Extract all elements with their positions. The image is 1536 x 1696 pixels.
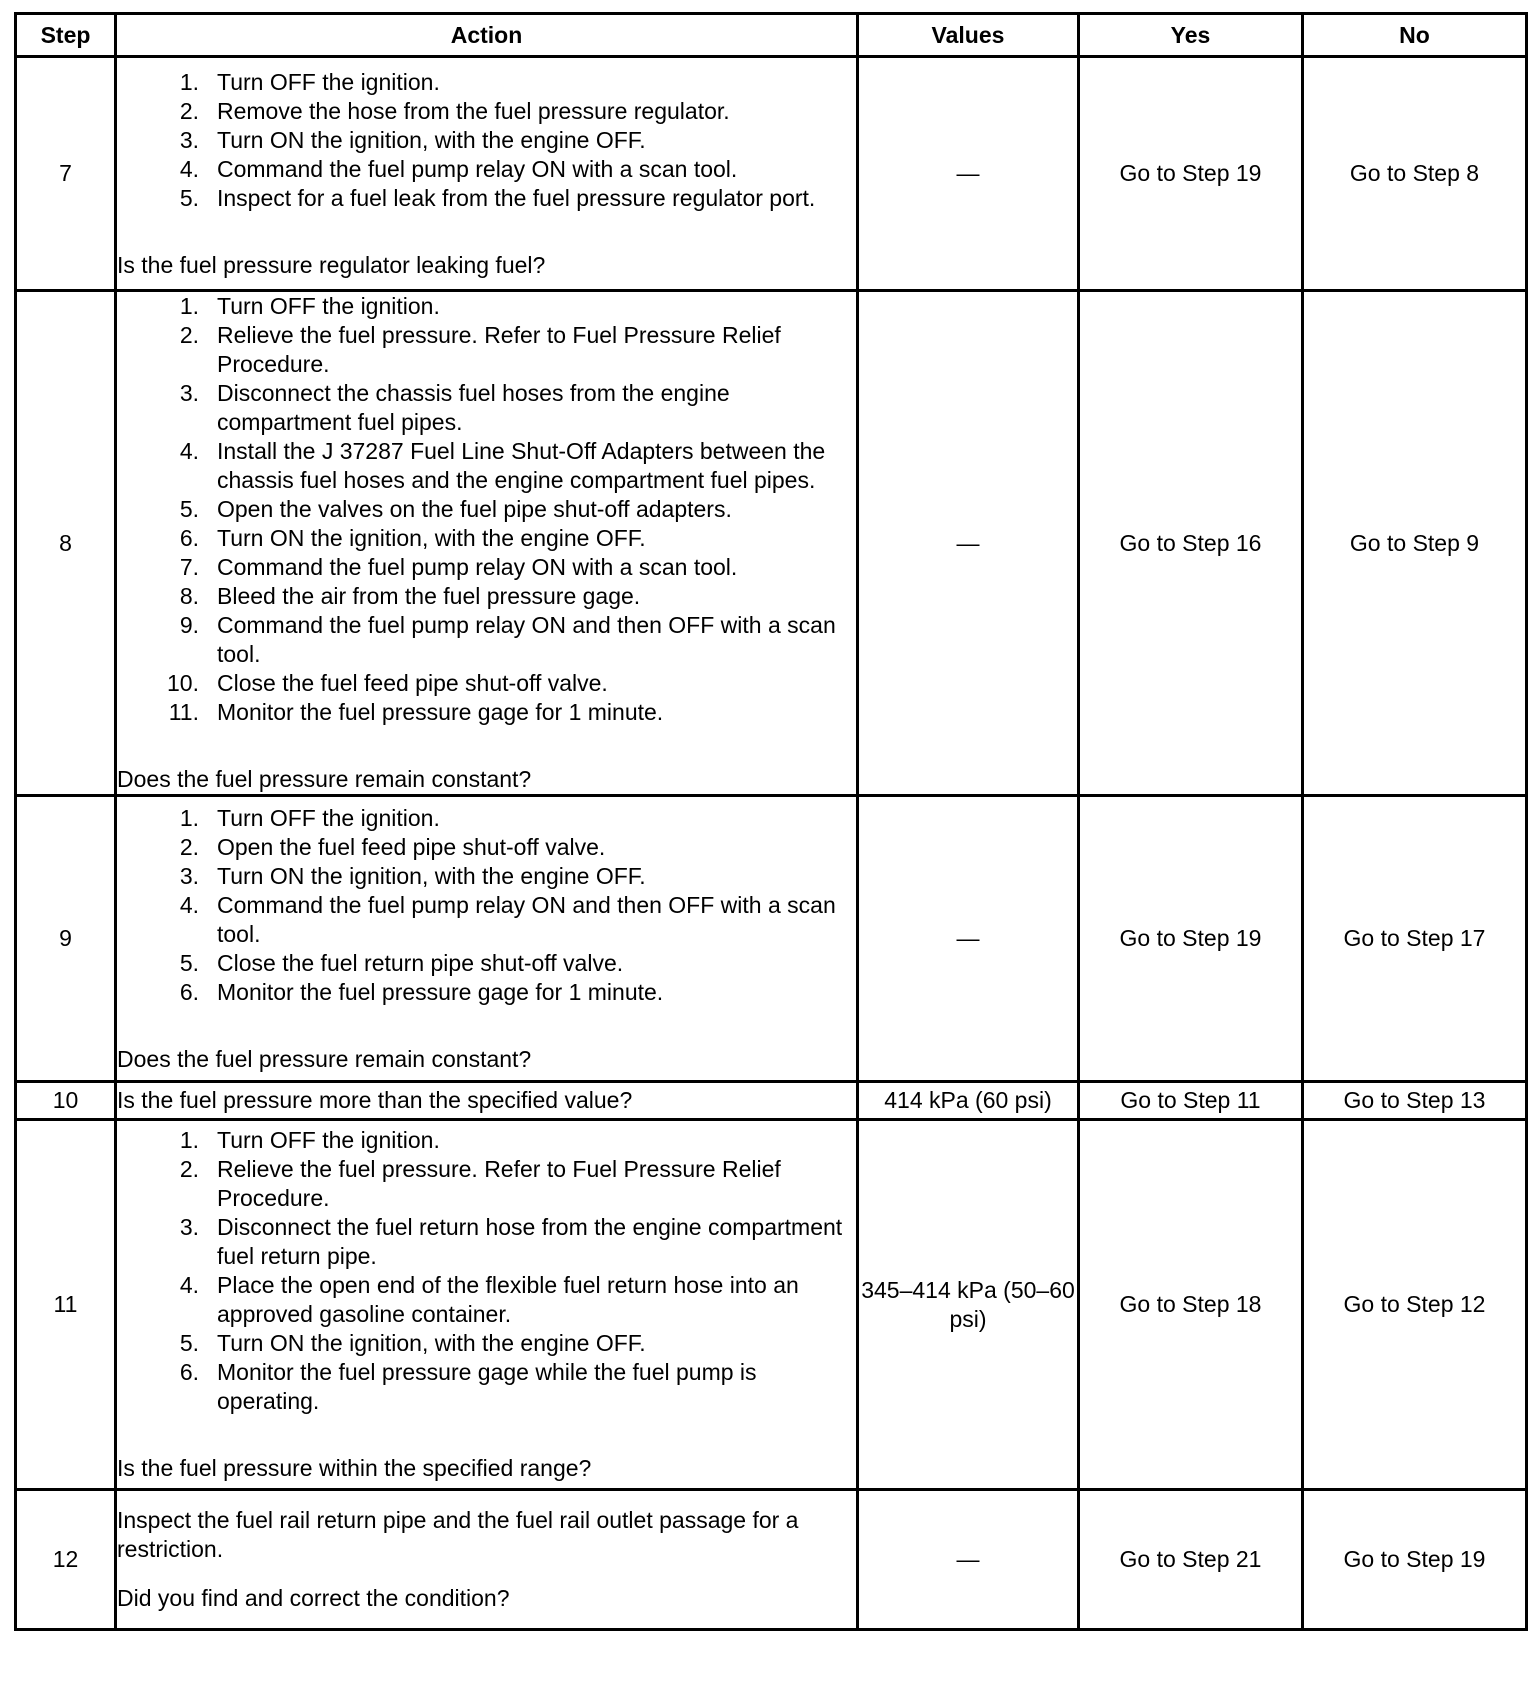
yes-cell: Go to Step 16 xyxy=(1079,291,1303,796)
header-yes: Yes xyxy=(1079,14,1303,57)
action-list xyxy=(117,804,856,1007)
step-number: 7 xyxy=(16,57,116,291)
action-cell xyxy=(116,796,858,1082)
step-number: 12 xyxy=(16,1490,116,1630)
list-item: 4. Install the J 37287 Fuel Line Shut-Off Adapters between the chassis fuel hoses and the engine compartment fuel pipes. xyxy=(179,438,826,493)
list-item: 5. Inspect for a fuel leak from the fuel pressure regulator port. xyxy=(179,184,816,211)
header-values: Values xyxy=(858,14,1079,57)
action-cell xyxy=(116,1490,858,1630)
action-cell xyxy=(116,291,858,796)
value-cell: 345–414 kPa (50–60 psi) xyxy=(858,1120,1079,1490)
no-cell: Go to Step 9 xyxy=(1303,291,1527,796)
action-cell xyxy=(116,57,858,291)
table-row xyxy=(16,1120,1527,1490)
action-list xyxy=(117,292,856,727)
action-cell xyxy=(116,1120,858,1490)
action-list xyxy=(117,1126,856,1416)
value-cell: — xyxy=(858,796,1079,1082)
question-text: Did you find and correct the condition? xyxy=(117,1585,510,1611)
header-action: Action xyxy=(116,14,858,57)
yes-cell: Go to Step 11 xyxy=(1079,1082,1303,1120)
table-row xyxy=(16,1082,1527,1120)
header-no: No xyxy=(1303,14,1527,57)
list-item: 6. Monitor the fuel pressure gage for 1 minute. xyxy=(179,978,664,1005)
header-step: Step xyxy=(16,14,116,57)
question-text: Is the fuel pressure regulator leaking fuel? xyxy=(117,251,546,278)
step-number: 10 xyxy=(16,1082,116,1120)
no-cell: Go to Step 17 xyxy=(1303,796,1527,1082)
list-item: 1. Turn OFF the ignition. xyxy=(179,293,440,319)
table-row xyxy=(16,1490,1527,1630)
list-item: 1. Turn OFF the ignition. xyxy=(179,68,440,95)
list-item: 11. Monitor the fuel pressure gage for 1 minute. xyxy=(168,699,664,725)
list-item: 7. Command the fuel pump relay ON with a scan tool. xyxy=(179,554,738,580)
step-number: 9 xyxy=(16,796,116,1082)
step-number: 8 xyxy=(16,291,116,796)
table-row xyxy=(16,796,1527,1082)
yes-cell: Go to Step 19 xyxy=(1079,796,1303,1082)
list-item: 4. Command the fuel pump relay ON with a scan tool. xyxy=(179,155,738,182)
list-item: 5. Turn ON the ignition, with the engine OFF. xyxy=(179,1330,646,1356)
value-cell: — xyxy=(858,291,1079,796)
yes-cell: Go to Step 18 xyxy=(1079,1120,1303,1490)
value-cell: — xyxy=(858,1490,1079,1630)
list-item: 1. Turn OFF the ignition. xyxy=(179,804,440,831)
action-list xyxy=(117,68,856,213)
list-item: 3. Disconnect the chassis fuel hoses from the engine compartment fuel pipes. xyxy=(179,380,730,435)
question-text: Does the fuel pressure remain constant? xyxy=(117,1045,532,1072)
step-number: 11 xyxy=(16,1120,116,1490)
yes-cell: Go to Step 19 xyxy=(1079,57,1303,291)
list-item: 2. Relieve the fuel pressure. Refer to Fuel Pressure Relief Procedure. xyxy=(179,1156,781,1211)
list-item: 2. Remove the hose from the fuel pressure regulator. xyxy=(179,97,730,124)
list-item: 4. Place the open end of the flexible fuel return hose into an approved gasoline container. xyxy=(179,1272,799,1327)
diagnostic-table xyxy=(14,12,1528,1631)
list-item: 2. Open the fuel feed pipe shut-off valve. xyxy=(179,833,606,860)
question-text: Does the fuel pressure remain constant? xyxy=(117,766,532,792)
question-text: Is the fuel pressure within the specified range? xyxy=(117,1455,592,1481)
list-item: 3. Disconnect the fuel return hose from the engine compartment fuel return pipe. xyxy=(179,1214,843,1269)
no-cell: Go to Step 8 xyxy=(1303,57,1527,291)
list-item: 6. Turn ON the ignition, with the engine OFF. xyxy=(179,525,646,551)
value-cell: 414 kPa (60 psi) xyxy=(858,1082,1079,1120)
yes-cell: Go to Step 21 xyxy=(1079,1490,1303,1630)
list-item: 8. Bleed the air from the fuel pressure gage. xyxy=(179,583,641,609)
header-row xyxy=(16,14,1527,57)
list-item: 9. Command the fuel pump relay ON and then OFF with a scan tool. xyxy=(179,612,836,667)
list-item: 6. Monitor the fuel pressure gage while the fuel pump is operating. xyxy=(179,1359,757,1414)
no-cell: Go to Step 13 xyxy=(1303,1082,1527,1120)
instruction-text: Inspect the fuel rail return pipe and the fuel rail outlet passage for a restriction. xyxy=(117,1507,799,1562)
list-item: 10. Close the fuel feed pipe shut-off valve. xyxy=(167,670,608,696)
list-item: 1. Turn OFF the ignition. xyxy=(179,1127,440,1153)
list-item: 5. Close the fuel return pipe shut-off valve. xyxy=(179,949,624,976)
list-item: 4. Command the fuel pump relay ON and then OFF with a scan tool. xyxy=(179,891,836,947)
list-item: 3. Turn ON the ignition, with the engine OFF. xyxy=(179,862,646,889)
no-cell: Go to Step 19 xyxy=(1303,1490,1527,1630)
table-row xyxy=(16,291,1527,796)
no-cell: Go to Step 12 xyxy=(1303,1120,1527,1490)
question-text: Is the fuel pressure more than the specified value? xyxy=(116,1082,858,1120)
list-item: 3. Turn ON the ignition, with the engine OFF. xyxy=(179,126,646,153)
list-item: 5. Open the valves on the fuel pipe shut-off adapters. xyxy=(179,496,732,522)
table-row xyxy=(16,57,1527,291)
value-cell: — xyxy=(858,57,1079,291)
list-item: 2. Relieve the fuel pressure. Refer to Fuel Pressure Relief Procedure. xyxy=(179,322,781,377)
